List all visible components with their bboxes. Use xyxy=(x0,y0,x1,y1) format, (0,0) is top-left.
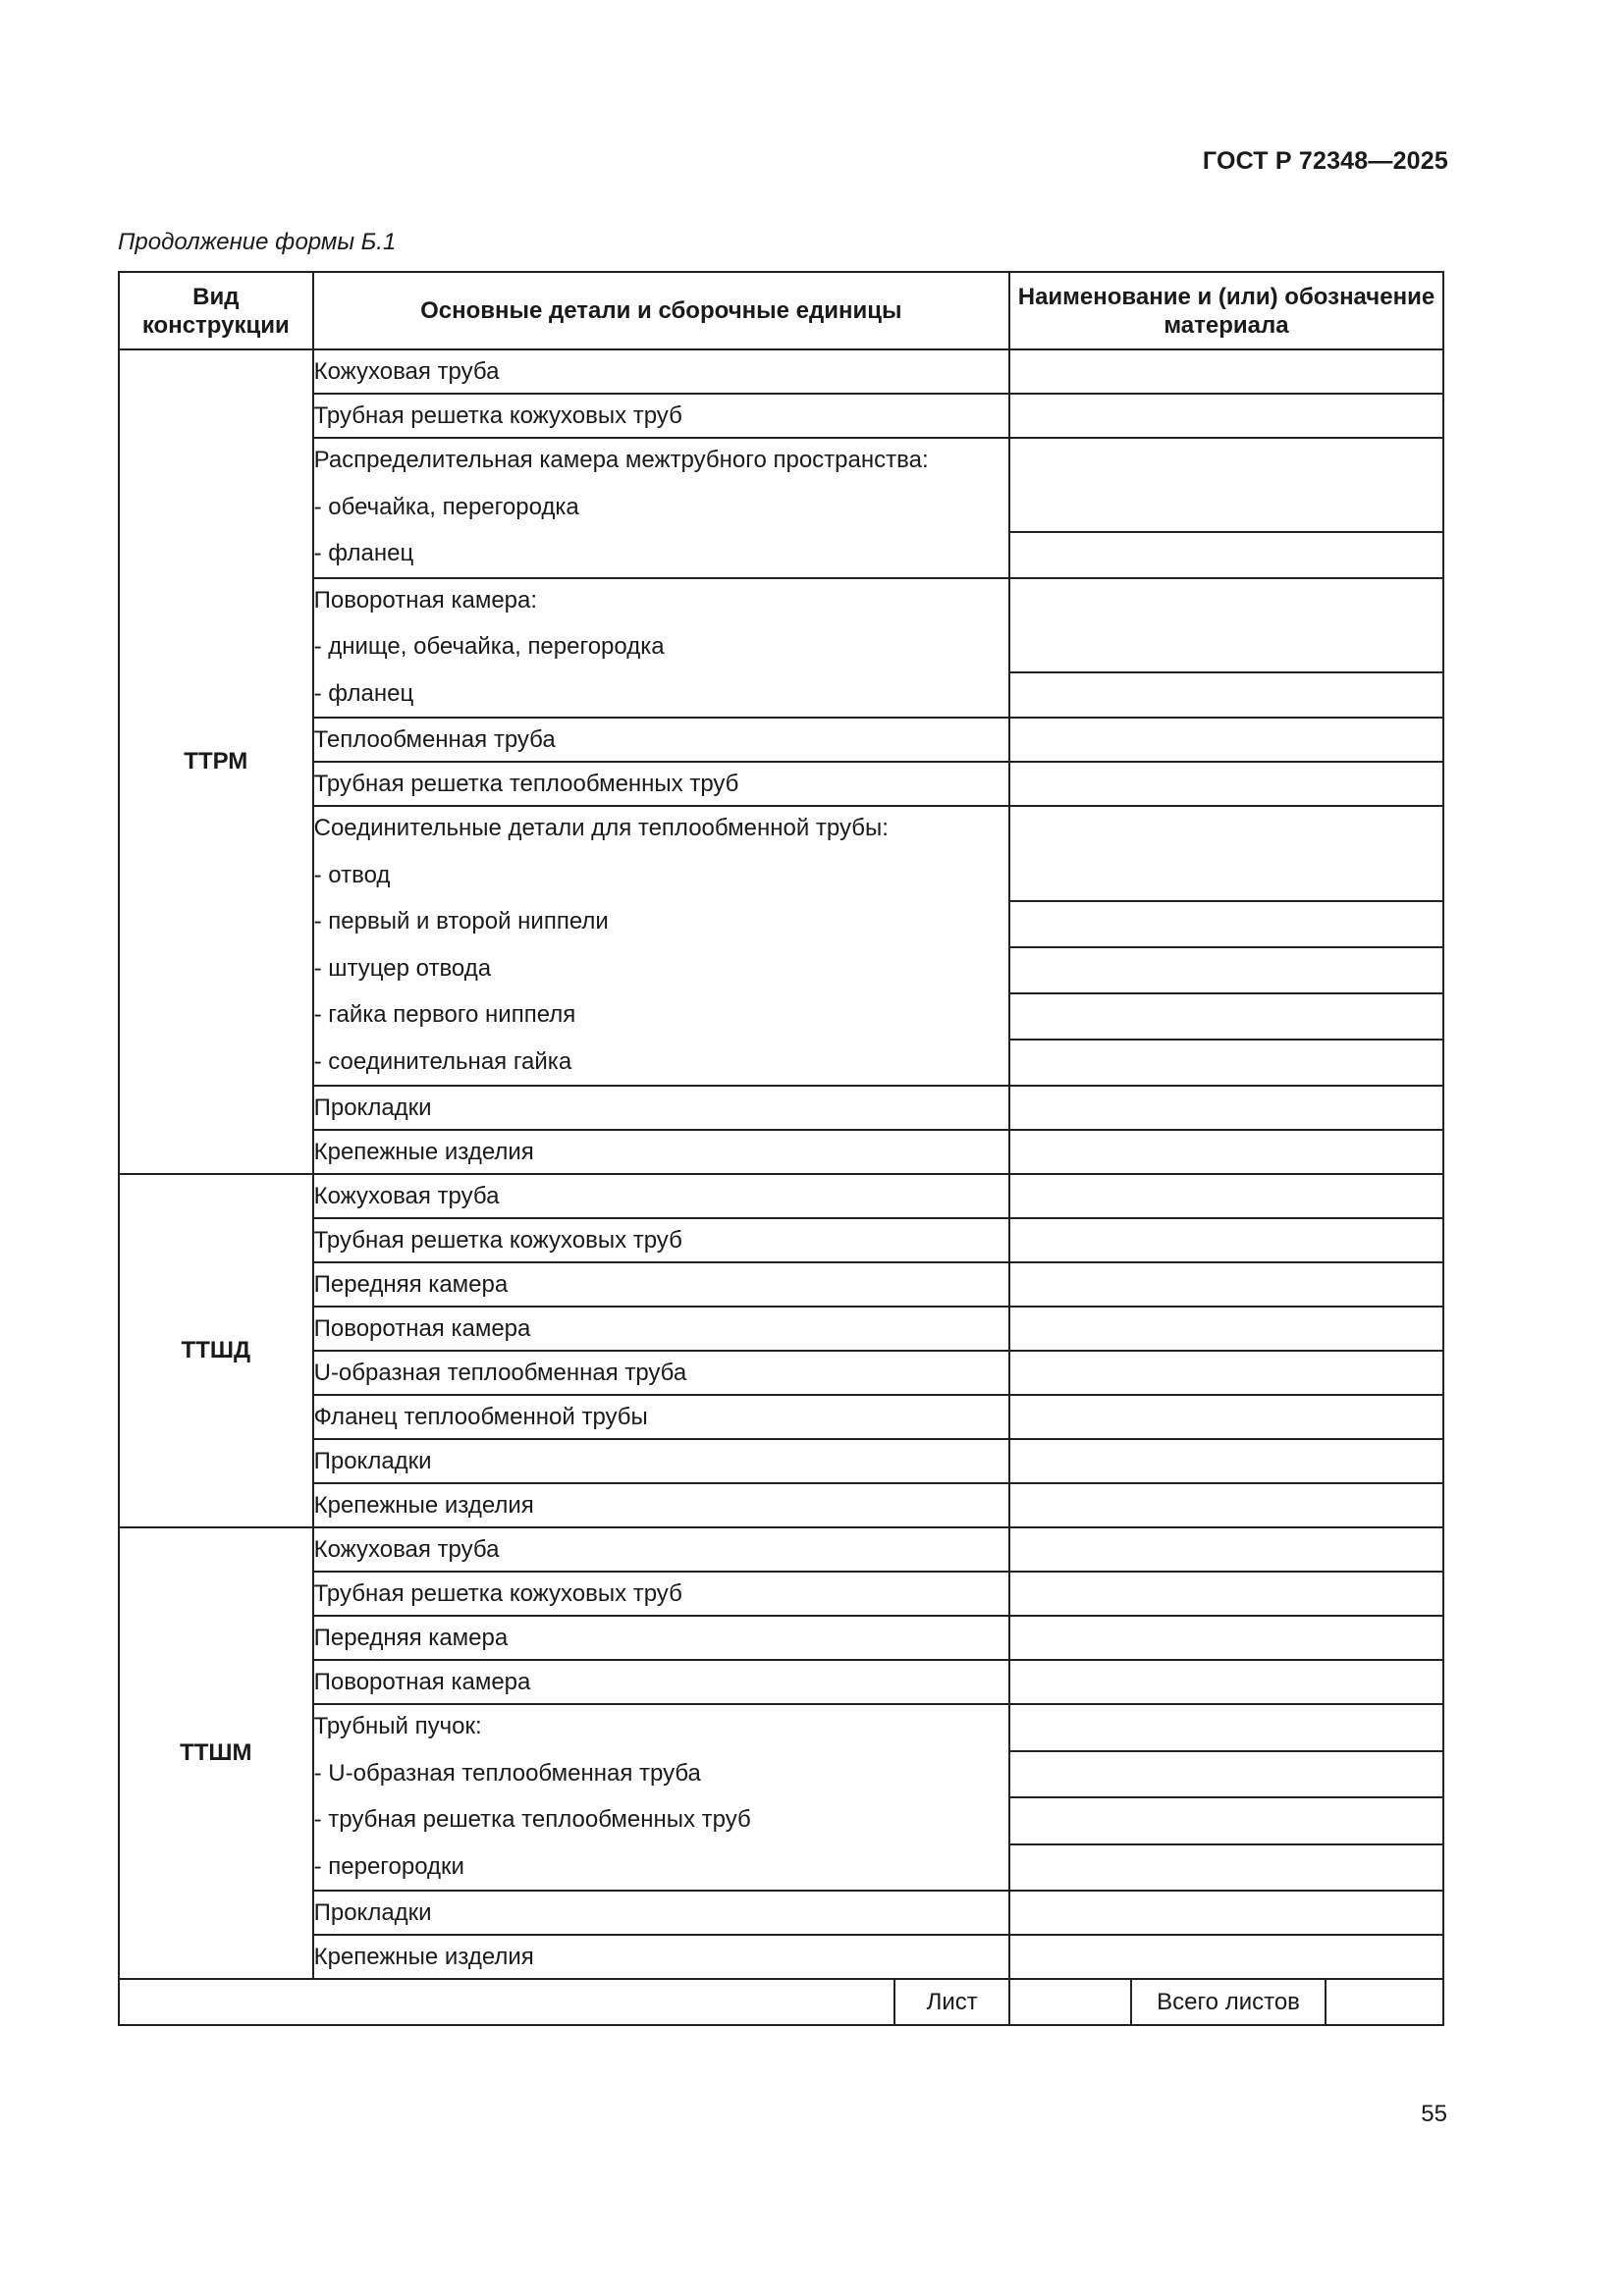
table-row xyxy=(119,1395,1443,1439)
material-cell[interactable] xyxy=(1009,532,1443,577)
part-cell: Передняя камера xyxy=(313,1616,1009,1660)
table-row xyxy=(119,1891,1443,1935)
material-cell[interactable] xyxy=(1009,718,1443,762)
table-row xyxy=(119,578,1443,672)
table-row xyxy=(119,1262,1443,1307)
material-cell[interactable] xyxy=(1009,806,1443,901)
part-line: Соединительные детали для теплообменной трубы: xyxy=(313,815,889,841)
material-cell[interactable] xyxy=(1009,672,1443,718)
table-row xyxy=(119,1086,1443,1130)
part-cell: Кожуховая труба xyxy=(313,1174,1009,1218)
material-cell[interactable] xyxy=(1009,1704,1443,1751)
material-cell[interactable] xyxy=(1009,762,1443,806)
part-cell: Теплообменная труба xyxy=(313,718,1009,762)
part-cell: Крепежные изделия xyxy=(313,1130,1009,1174)
material-cell[interactable] xyxy=(1009,1660,1443,1704)
table-row xyxy=(119,1439,1443,1483)
material-cell[interactable] xyxy=(1009,1797,1443,1844)
part-cell: Фланец теплообменной трубы xyxy=(313,1395,1009,1439)
part-group-cell xyxy=(313,578,1009,719)
material-cell[interactable] xyxy=(1009,1307,1443,1351)
material-cell[interactable] xyxy=(1009,993,1443,1040)
part-cell: Кожуховая труба xyxy=(313,349,1009,394)
part-cell: Кожуховая труба xyxy=(313,1527,1009,1572)
col-header-material: Наименование и (или) обозначение материала xyxy=(1009,272,1443,349)
table-row xyxy=(119,1218,1443,1262)
part-cell: U-образная теплообменная труба xyxy=(313,1351,1009,1395)
table-row xyxy=(119,762,1443,806)
part-cell: Трубная решетка кожуховых труб xyxy=(313,394,1009,438)
table-row xyxy=(119,1572,1443,1616)
table-header-row xyxy=(119,272,1443,349)
table-row xyxy=(119,1307,1443,1351)
material-cell[interactable] xyxy=(1009,1527,1443,1572)
table-row xyxy=(119,438,1443,532)
table-row xyxy=(119,1351,1443,1395)
part-line: - гайка первого ниппеля xyxy=(313,1001,576,1028)
table-row xyxy=(119,1483,1443,1527)
part-line: - U-образная теплообменная труба xyxy=(313,1759,701,1787)
part-line: - днище, обечайка, перегородка xyxy=(313,633,665,660)
material-cell[interactable] xyxy=(1009,1935,1443,1979)
material-cell[interactable] xyxy=(1009,1616,1443,1660)
construction-type-ttshm: ТТШМ xyxy=(119,1527,313,1979)
materials-form-table xyxy=(118,271,1444,2026)
part-cell: Прокладки xyxy=(313,1439,1009,1483)
part-line: - штуцер отвода xyxy=(313,954,492,982)
construction-type-ttrm: ТТРМ xyxy=(119,349,313,1174)
part-cell: Трубная решетка кожуховых труб xyxy=(313,1572,1009,1616)
material-cell[interactable] xyxy=(1009,1751,1443,1798)
material-cell[interactable] xyxy=(1009,1891,1443,1935)
construction-type-ttshd: ТТШД xyxy=(119,1174,313,1527)
table-row xyxy=(119,1616,1443,1660)
footer-blank-cell xyxy=(119,1979,894,2025)
part-group-cell xyxy=(313,806,1009,1086)
part-cell: Поворотная камера xyxy=(313,1307,1009,1351)
part-cell: Трубная решетка кожуховых труб xyxy=(313,1218,1009,1262)
part-cell: Передняя камера xyxy=(313,1262,1009,1307)
part-cell: Трубная решетка теплообменных труб xyxy=(313,762,1009,806)
table-row xyxy=(119,349,1443,394)
part-cell: Крепежные изделия xyxy=(313,1483,1009,1527)
part-line: Распределительная камера межтрубного пространства: xyxy=(313,447,929,473)
part-group-cell xyxy=(313,1704,1009,1891)
part-line: - перегородки xyxy=(313,1852,464,1880)
table-row xyxy=(119,1704,1443,1751)
material-cell[interactable] xyxy=(1009,1572,1443,1616)
col-header-type: Вид конструкции xyxy=(119,272,313,349)
sheet-label: Лист xyxy=(894,1979,1008,2025)
table-row xyxy=(119,1935,1443,1979)
material-cell[interactable] xyxy=(1009,438,1443,532)
continuation-title: Продолжение формы Б.1 xyxy=(118,229,397,255)
material-cell[interactable] xyxy=(1009,1351,1443,1395)
material-cell[interactable] xyxy=(1009,1395,1443,1439)
material-cell[interactable] xyxy=(1009,1439,1443,1483)
part-line: Поворотная камера: xyxy=(313,586,538,614)
total-sheets-cell[interactable] xyxy=(1326,1979,1443,2025)
material-cell[interactable] xyxy=(1009,1218,1443,1262)
material-cell[interactable] xyxy=(1009,1040,1443,1086)
material-cell[interactable] xyxy=(1009,1086,1443,1130)
part-cell: Поворотная камера xyxy=(313,1660,1009,1704)
part-line: Трубный пучок: xyxy=(313,1713,482,1739)
part-line: - обечайка, перегородка xyxy=(313,493,579,520)
part-line: - трубная решетка теплообменных труб xyxy=(313,1806,751,1833)
part-line: - соединительная гайка xyxy=(313,1047,572,1075)
table-row xyxy=(119,1174,1443,1218)
material-cell[interactable] xyxy=(1009,1483,1443,1527)
material-cell[interactable] xyxy=(1009,901,1443,947)
document-code: ГОСТ Р 72348—2025 xyxy=(1202,147,1448,175)
table-row xyxy=(119,1527,1443,1572)
table-row xyxy=(119,1660,1443,1704)
material-cell[interactable] xyxy=(1009,1130,1443,1174)
material-cell[interactable] xyxy=(1009,1262,1443,1307)
table-row xyxy=(119,806,1443,901)
material-cell[interactable] xyxy=(1009,947,1443,993)
part-cell: Прокладки xyxy=(313,1891,1009,1935)
table-row xyxy=(119,1130,1443,1174)
total-sheets-label: Всего листов xyxy=(1131,1979,1326,2025)
part-line: - фланец xyxy=(313,679,414,707)
part-line: - отвод xyxy=(313,861,391,888)
col-header-parts: Основные детали и сборочные единицы xyxy=(313,272,1009,349)
material-cell[interactable] xyxy=(1009,1844,1443,1892)
material-cell[interactable] xyxy=(1009,578,1443,672)
part-cell: Прокладки xyxy=(313,1086,1009,1130)
table-row xyxy=(119,394,1443,438)
table-row xyxy=(119,718,1443,762)
material-cell[interactable] xyxy=(1009,394,1443,438)
sheet-footer-row xyxy=(119,1979,1443,2025)
page-number: 55 xyxy=(1421,2101,1447,2127)
part-cell: Крепежные изделия xyxy=(313,1935,1009,1979)
material-cell[interactable] xyxy=(1009,349,1443,394)
material-cell[interactable] xyxy=(1009,1174,1443,1218)
part-group-cell xyxy=(313,438,1009,578)
part-line: - фланец xyxy=(313,540,414,566)
sheet-number-cell[interactable] xyxy=(1009,1979,1131,2025)
part-line: - первый и второй ниппели xyxy=(313,908,609,934)
